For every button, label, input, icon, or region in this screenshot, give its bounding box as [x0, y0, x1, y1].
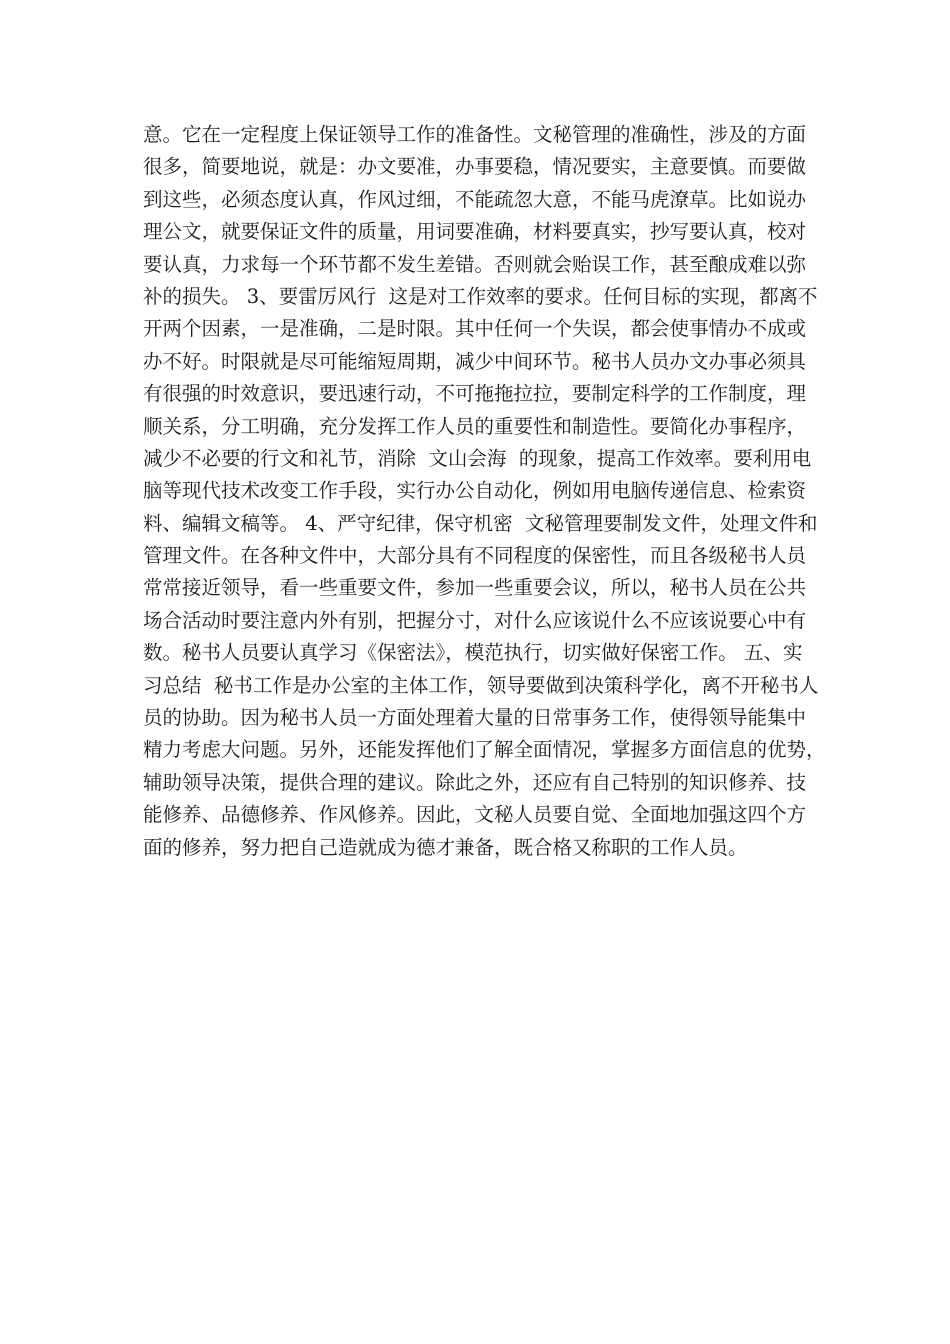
text-line: 常常接近领导，看一些重要文件，参加一些重要会议，所以，秘书人员在公共	[143, 576, 807, 600]
text-line: 开两个因素，一是准确，二是时限。其中任何一个失误，都会使事情办不成或	[143, 317, 807, 341]
text-line: 很多，简要地说，就是：办文要准，办事要稳，情况要实，主意要慎。而要做	[143, 155, 807, 179]
text-line: 辅助领导决策，提供合理的建议。除此之外，还应有自己特别的知识修养、技	[143, 770, 807, 794]
text-line: 员的协助。因为秘书人员一方面处理着大量的日常事务工作，使得领导能集中	[143, 706, 807, 730]
text-line: 脑等现代技术改变工作手段，实行办公自动化，例如用电脑传递信息、检索资	[143, 479, 807, 503]
text-line: 补的损失。 3、要雷厉风行 这是对工作效率的要求。任何目标的实现，都离不	[143, 284, 818, 308]
text-line: 场合活动时要注意内外有别，把握分寸，对什么应该说什么不应该说要心中有	[143, 608, 807, 632]
text-line: 要认真，力求每一个环节都不发生差错。否则就会贻误工作，甚至酿成难以弥	[143, 252, 807, 276]
text-line: 料、编辑文稿等。 4、严守纪律，保守机密 文秘管理要制发文件，处理文件和	[143, 511, 818, 535]
text-line: 面的修养，努力把自己造就成为德才兼备，既合格又称职的工作人员。	[143, 835, 748, 859]
text-line: 精力考虑大问题。另外，还能发挥他们了解全面情况，掌握多方面信息的优势，	[143, 738, 826, 762]
text-line: 能修养、品德修养、作风修养。因此，文秘人员要自觉、全面地加强这四个方	[143, 803, 807, 827]
text-line: 习总结 秘书工作是办公室的主体工作，领导要做到决策科学化，离不开秘书人	[143, 673, 819, 697]
text-line: 顺关系，分工明确，充分发挥工作人员的重要性和制造性。要简化办事程序，	[143, 414, 807, 438]
text-line: 到这些，必须态度认真，作风过细，不能疏忽大意，不能马虎潦草。比如说办	[143, 187, 807, 211]
text-line: 有很强的时效意识，要迅速行动，不可拖拖拉拉，要制定科学的工作制度，理	[143, 382, 807, 406]
text-line: 数。秘书人员要认真学习《保密法》，模范执行，切实做好保密工作。 五、实	[143, 641, 803, 665]
text-line: 减少不必要的行文和礼节，消除 文山会海 的现象，提高工作效率。要利用电	[143, 446, 812, 470]
text-line: 理公文，就要保证文件的质量，用词要准确，材料要真实，抄写要认真，校对	[143, 220, 807, 244]
body-text	[143, 119, 826, 864]
text-line: 管理文件。在各种文件中，大部分具有不同程度的保密性，而且各级秘书人员	[143, 544, 807, 568]
text-line: 办不好。时限就是尽可能缩短周期，减少中间环节。秘书人员办文办事必须具	[143, 349, 807, 373]
text-line: 意。它在一定程度上保证领导工作的准备性。文秘管理的准确性，涉及的方面	[143, 123, 807, 146]
